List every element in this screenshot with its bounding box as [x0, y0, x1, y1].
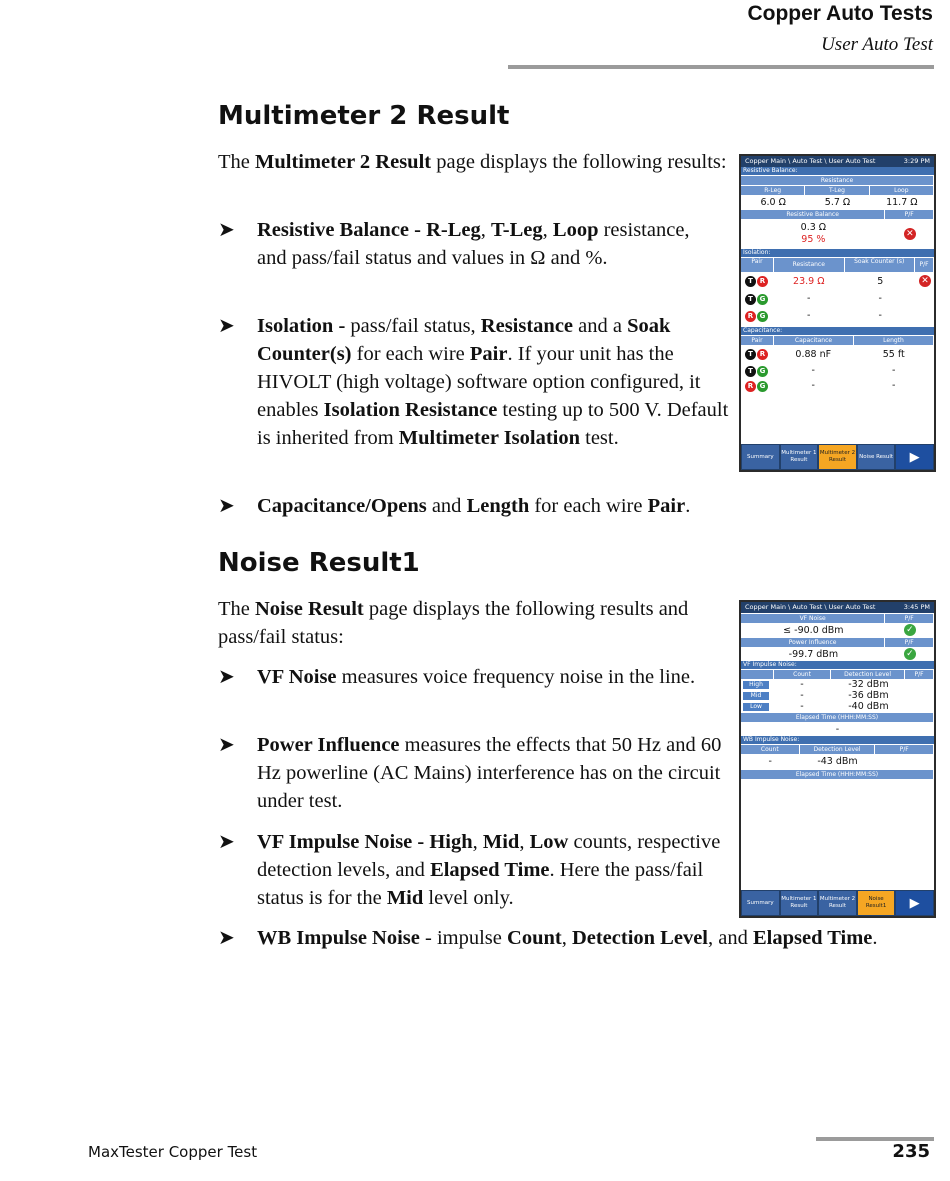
- section-heading-noise-result: Noise Result1: [218, 548, 420, 578]
- bullet-arrow-icon: ➤: [218, 927, 235, 949]
- section-heading-multimeter2: Multimeter 2 Result: [218, 101, 510, 131]
- ring-wire-icon: R: [745, 381, 756, 392]
- next-arrow-icon[interactable]: ▶: [896, 891, 933, 915]
- bullet-arrow-icon: ➤: [218, 666, 235, 688]
- ground-wire-icon: G: [757, 366, 768, 377]
- table-row: High - -32 dBm: [741, 679, 934, 690]
- section-label: Isolation:: [741, 249, 934, 257]
- table-header: Resistive Balance P/F: [741, 209, 934, 219]
- table-header: Elapsed Time (HHH:MM:SS): [741, 712, 934, 722]
- bullet-isolation: ➤ Isolation - pass/fail status, Resistance and a Soak Counter(s) for each wire Pair. If your unit has the HIVOLT (high voltage) software option configured, it enables Isolation Resistance testing up to 500 V. Default is inherited from Multimeter Isolation test.: [218, 312, 733, 452]
- page-number: 235: [892, 1141, 930, 1162]
- bullet-vf-impulse-noise: ➤ VF Impulse Noise - High, Mid, Low counts, respective detection levels, and Elapsed Time. Here the pass/fail status is for the Mid level only.: [218, 828, 723, 912]
- clock: 3:45 PM: [903, 603, 930, 611]
- section-label: VF Impulse Noise:: [741, 661, 934, 669]
- level-label: Low: [743, 703, 769, 711]
- table-row: Low - -40 dBm: [741, 701, 934, 712]
- tab-multimeter1-result[interactable]: Multimeter 1 Result: [781, 445, 818, 469]
- pass-icon: ✓: [904, 624, 916, 636]
- tip-wire-icon: T: [745, 276, 756, 287]
- table-header: Resistance: [741, 175, 934, 185]
- tab-summary[interactable]: Summary: [742, 445, 779, 469]
- noise-result-screenshot: [739, 600, 936, 918]
- table-row: R G - -: [741, 378, 934, 393]
- ground-wire-icon: G: [757, 311, 768, 322]
- bullet-wb-impulse-noise: ➤ WB Impulse Noise - impulse Count, Detection Level, and Elapsed Time.: [218, 924, 918, 952]
- tab-bar: [741, 444, 934, 470]
- fail-icon: ✕: [919, 275, 931, 287]
- section2-intro: The Noise Result page displays the following results and pass/fail status:: [218, 598, 689, 648]
- table-row: R G - -: [741, 307, 934, 324]
- footer-product-name: MaxTester Copper Test: [88, 1143, 258, 1161]
- fail-icon: ✕: [904, 228, 916, 240]
- table-row: - -43 dBm: [768, 756, 858, 767]
- table-row: T R 23.9 Ω 5 ✕: [741, 272, 934, 290]
- table-row: ≤ -90.0 dBm ✓: [741, 623, 934, 637]
- tip-wire-icon: T: [745, 349, 756, 360]
- ring-wire-icon: R: [757, 349, 768, 360]
- tab-multimeter2-result[interactable]: Multimeter 2 Result: [819, 891, 856, 915]
- table-header: Count Detection Level P/F: [741, 744, 934, 754]
- section-label: WB Impulse Noise:: [741, 736, 934, 744]
- table-row: 6.0 Ω 5.7 Ω 11.7 Ω: [760, 196, 918, 208]
- tab-summary[interactable]: Summary: [742, 891, 779, 915]
- level-label: High: [743, 681, 769, 689]
- bullet-resistive-balance: ➤ Resistive Balance - R-Leg, T-Leg, Loop resistance, and pass/fail status and values in Ω and %.: [218, 216, 723, 272]
- ring-wire-icon: R: [745, 311, 756, 322]
- table-row: T R 0.88 nF 55 ft: [741, 345, 934, 363]
- table-row: 0.3 Ω 95 % ✕: [741, 219, 934, 249]
- tab-multimeter1-result[interactable]: Multimeter 1 Result: [781, 891, 818, 915]
- title-bar: Copper Main \ Auto Test \ User Auto Test 3:45 PM: [741, 602, 934, 613]
- tab-noise-result[interactable]: Noise Result: [858, 445, 895, 469]
- section1-intro: The Multimeter 2 Result page displays the following results:: [218, 151, 727, 173]
- table-row: T G - -: [741, 363, 934, 378]
- tip-wire-icon: T: [745, 366, 756, 377]
- bullet-vf-noise: ➤ VF Noise measures voice frequency noise in the line.: [218, 663, 728, 691]
- bullet-arrow-icon: ➤: [218, 315, 235, 337]
- next-arrow-icon[interactable]: ▶: [896, 445, 933, 469]
- table-header: Elapsed Time (HHH:MM:SS): [741, 769, 934, 779]
- ground-wire-icon: G: [757, 381, 768, 392]
- title-bar: Copper Main \ Auto Test \ User Auto Test 3:29 PM: [741, 156, 934, 167]
- multimeter2-result-screenshot: [739, 154, 936, 472]
- bullet-arrow-icon: ➤: [218, 219, 235, 241]
- table-row: -99.7 dBm ✓: [741, 647, 934, 661]
- table-header: Pair Capacitance Length: [741, 335, 934, 345]
- bullet-capacitance: ➤ Capacitance/Opens and Length for each wire Pair.: [218, 492, 838, 520]
- bullet-power-influence: ➤ Power Influence measures the effects that 50 Hz and 60 Hz powerline (AC Mains) interference has on the circuit under test.: [218, 731, 733, 815]
- pass-icon: ✓: [904, 648, 916, 660]
- running-header-title: Copper Auto Tests: [747, 2, 933, 25]
- bullet-arrow-icon: ➤: [218, 831, 235, 853]
- section-label: Resistive Balance:: [741, 167, 934, 175]
- table-row: T G - -: [741, 290, 934, 307]
- clock: 3:29 PM: [903, 157, 930, 165]
- bullet-arrow-icon: ➤: [218, 734, 235, 756]
- ring-wire-icon: R: [757, 276, 768, 287]
- header-rule: [508, 65, 934, 69]
- table-header: Pair Resistance Soak Counter (s) P/F: [741, 257, 934, 272]
- table-header: VF Noise P/F: [741, 613, 934, 623]
- table-header: R-Leg T-Leg Loop: [741, 185, 934, 195]
- running-header-subtitle: User Auto Test: [821, 34, 933, 55]
- table-row: -: [835, 723, 840, 735]
- table-header: Count Detection Level P/F: [741, 669, 934, 679]
- ground-wire-icon: G: [757, 294, 768, 305]
- bullet-arrow-icon: ➤: [218, 495, 235, 517]
- table-header: Power Influence P/F: [741, 637, 934, 647]
- tab-bar: [741, 890, 934, 916]
- tab-noise-result1[interactable]: Noise Result1: [858, 891, 895, 915]
- table-row: Mid - -36 dBm: [741, 690, 934, 701]
- level-label: Mid: [743, 692, 769, 700]
- tip-wire-icon: T: [745, 294, 756, 305]
- section-label: Capacitance:: [741, 327, 934, 335]
- tab-multimeter2-result[interactable]: Multimeter 2 Result: [819, 445, 856, 469]
